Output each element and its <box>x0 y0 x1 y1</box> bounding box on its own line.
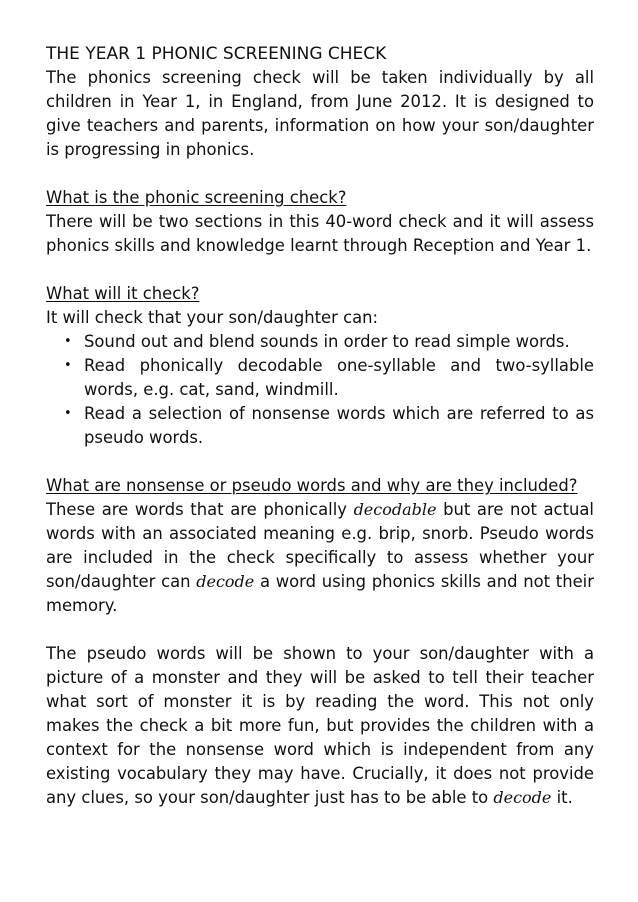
text-run: it. <box>551 788 573 807</box>
emphasis-decode: decode <box>493 788 552 807</box>
check-list <box>46 330 594 450</box>
pseudo-words-paragraph-2 <box>46 642 594 810</box>
text-run: a word using phonics skills and not their memory. <box>46 572 594 615</box>
list-item: • Read phonically decodable one-syllable and two-syllable words, e.g. cat, sand, windmill. <box>84 354 594 402</box>
spacer <box>46 258 594 282</box>
section-heading-pseudo-words: What are nonsense or pseudo words and why are they included? <box>46 476 578 495</box>
spacer <box>46 618 594 642</box>
text-run: but are not actual words with an associated meaning e.g. brip, snorb. Pseudo words are included in the check specifically to assess whether your son/daughter can <box>46 500 594 591</box>
emphasis-decode: decode <box>196 572 255 591</box>
intro-paragraph: The phonics screening check will be taken individually by all children in Year 1, in England, from June 2012. It is designed to give teachers and parents, information on how your son/daughter is progressing in phonics. <box>46 68 594 159</box>
emphasis-decodable: decodable <box>353 500 437 519</box>
text-run: These are words that are phonically <box>46 500 354 519</box>
pseudo-words-paragraph-1 <box>46 498 594 618</box>
section-body-what-is: There will be two sections in this 40-word check and it will assess phonics skills and knowledge learnt through Reception and Year 1. <box>46 212 594 255</box>
spacer <box>46 450 594 474</box>
document-title: THE YEAR 1 PHONIC SCREENING CHECK <box>46 44 387 64</box>
spacer <box>46 162 594 186</box>
text-run: The pseudo words will be shown to your son/daughter with a picture of a monster and they will be asked to tell their teacher what sort of monster it is by reading the word. This not only makes the check a bit more fun, but provides the children with a context for the nonsense word which is independent from any existing vocabulary they may have. Crucially, it does not provide any clues, so your son/daughter just has to be able to <box>46 644 594 807</box>
list-item: • Sound out and blend sounds in order to read simple words. <box>84 330 594 354</box>
section-heading-what-check: What will it check? <box>46 284 200 303</box>
section-lead-what-check: It will check that your son/daughter can: <box>46 308 379 327</box>
section-heading-what-is: What is the phonic screening check? <box>46 188 347 207</box>
list-item: • Read a selection of nonsense words which are referred to as pseudo words. <box>84 402 594 450</box>
document-page <box>46 42 594 810</box>
